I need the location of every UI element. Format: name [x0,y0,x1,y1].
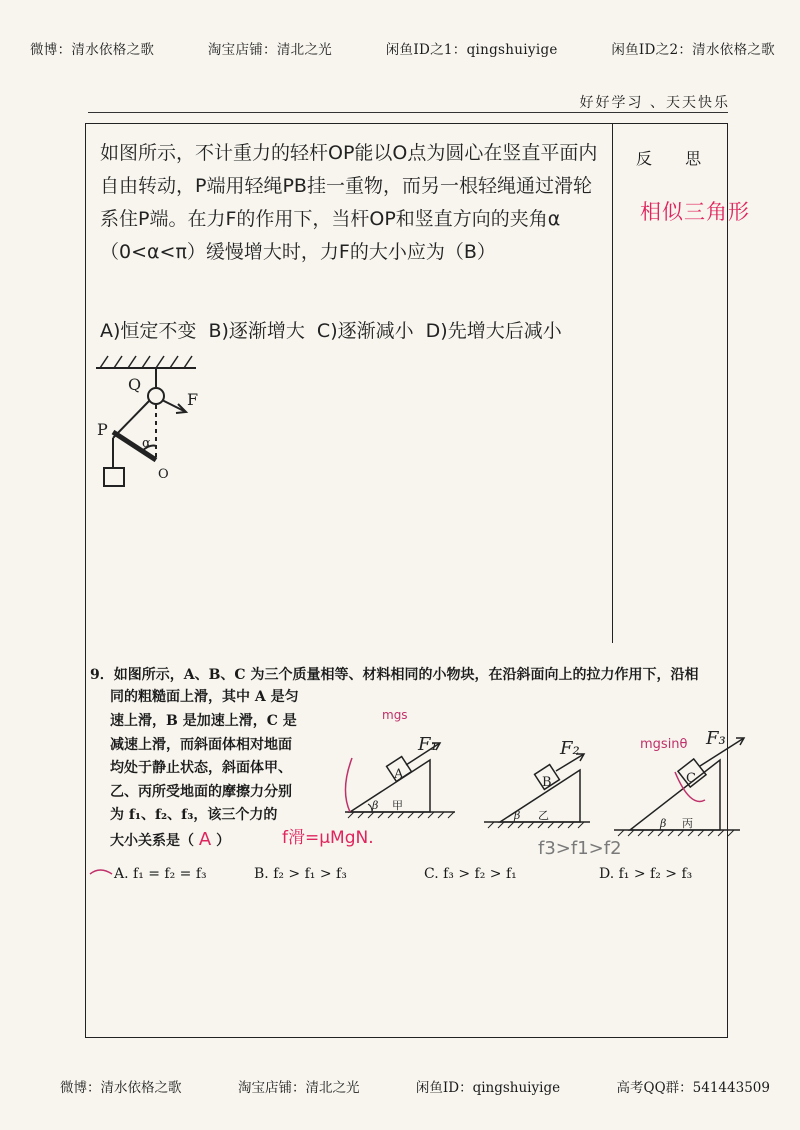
q9-body-line: 减速上滑，而斜面体相对地面 [110,736,292,753]
label-f1: F₁ [418,734,438,755]
label-alpha: α [142,436,151,451]
label-beta-1: β [372,799,379,812]
note-compare: f3>f1>f2 [538,838,622,859]
label-bing: 丙 [682,817,693,830]
footer-xianyu: 闲鱼ID：qingshuiyige [415,1080,561,1096]
q9-body-line: 乙、丙所受地面的摩擦力分别 [110,783,292,800]
pulley [148,388,164,404]
footer-weibo: 微博：清水依格之歌 [60,1080,182,1096]
incline-bing [614,738,744,836]
reflect-note: 相似三角形 [640,200,750,224]
q9-handwritten-answer: A [198,828,212,850]
q9-body-line: 速上滑，B 是加速上滑，C 是 [110,713,297,729]
label-a: A [394,767,404,782]
footer-bar [60,1076,770,1096]
incline-yi [484,754,590,828]
label-o: O [158,467,169,482]
label-f2: F₂ [560,738,580,759]
q9-body-line: 为 f₁、f₂、f₃，该三个力的 [110,807,278,823]
weight-block [104,468,124,486]
q9-option-d: D. f₁ > f₂ > f₃ [599,866,693,882]
rope-pq [113,400,150,438]
label-p: P [97,420,108,439]
label-yi: 乙 [538,809,549,822]
reflect-label: 反 思 [636,149,716,168]
q8-options: A)恒定不变 B)逐渐增大 C)逐渐减小 D)先增大后减小 [100,320,562,342]
red-mark-a [90,870,112,874]
footer-taobao: 淘宝店铺：清北之光 [237,1080,360,1096]
header-taobao: 淘宝店铺：清北之光 [207,42,333,58]
label-c: C [686,771,696,786]
q9-line-2: 同的粗糙面上滑，其中 A 是匀 [110,689,299,705]
q8-question-text: 如图所示，不计重力的轻杆OP能以O点为圆心在竖直平面内自由转动，P端用轻绳PB挂一重物，而另一根轻绳通过滑轮系住P端。在力F的作用下，当杆OP和竖直方向的夹角α（0<α<π）缓慢增大时，力F的大小应为（B） [100,142,598,263]
ceiling-hatch [100,356,192,368]
header-xianyu-2: 闲鱼ID之2：清水依格之歌 [611,42,775,58]
label-beta-3: β [660,817,667,830]
q9-option-c: C. f₃ > f₂ > f₁ [424,866,517,882]
header-xianyu-1: 闲鱼ID之1：qingshuiyige [385,42,558,58]
note-friction-formula: f滑=μMgN. [282,828,374,848]
label-q: Q [128,375,142,394]
label-beta-2: β [514,809,521,822]
q9-option-b: B. f₂ > f₁ > f₃ [254,866,347,882]
label-f: F [187,390,199,409]
q9-line-1: 9．如图所示，A、B、C 为三个质量相等、材料相同的小物块，在沿斜面向上的拉力作用下，沿相 [90,667,699,683]
footer-qq: 高考QQ群：541443509 [616,1080,770,1096]
q9-options [114,866,734,882]
q8-diagram [96,356,199,486]
page-motto: 好好学习 、天天快乐 [579,95,730,111]
q9-last-suffix: ） [216,832,231,849]
force-f [162,400,186,412]
q9-option-a: A. f₁ = f₂ = f₃ [114,866,207,882]
label-b: B [542,775,552,790]
label-jia: 甲 [392,799,403,812]
note-mgs-1: mgs [382,708,408,722]
red-curve-left [345,758,352,812]
q9-body-line: 均处于静止状态，斜面体甲、 [110,760,292,776]
q9-last-prefix: 大小关系是（ [110,832,194,849]
note-mgs-2: mgsinθ [640,737,688,752]
label-f3: F₃ [706,728,726,749]
header-weibo: 微博：清水依格之歌 [30,42,155,58]
